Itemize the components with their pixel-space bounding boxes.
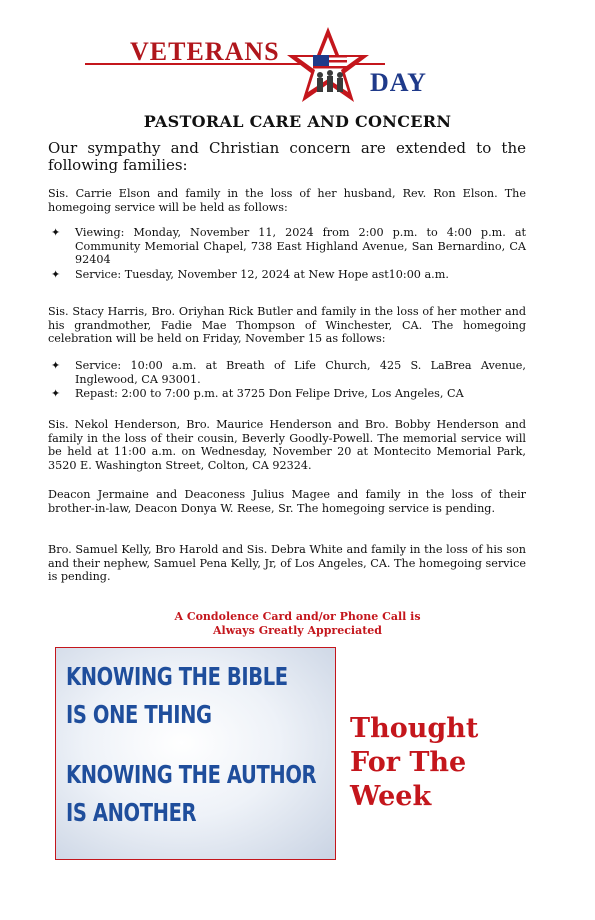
list-item: ✦ Service: 10:00 a.m. at Breath of Life Church, 425 S. LaBrea Avenue, Inglewood, CA 93001. — [51, 359, 526, 386]
family-notice-henderson: Sis. Nekol Henderson, Bro. Maurice Henderson and Bro. Bobby Henderson and family in the loss of their cousin, Beverly Goodly-Powell. The memorial service will be held at 11:00 a.m. on Wednesday, November 20 at Montecito Memorial Park, 3520 E. Washington Street, Colton, CA 92324. — [48, 418, 526, 472]
list-item: ✦ Viewing: Monday, November 11, 2024 from 2:00 p.m. to 4:00 p.m. at Community Memorial Chapel, 738 East Highland Avenue, San Bernardino, CA 92404 — [51, 226, 526, 266]
family-notice-kelly: Bro. Samuel Kelly, Bro Harold and Sis. Debra White and family in the loss of his son and their nephew, Samuel Pena Kelly, Jr, of Los Angeles, CA. The homegoing service is pending. — [48, 543, 526, 583]
logo-word-veterans: VETERANS — [130, 37, 280, 66]
banner-line: IS ANOTHER — [66, 798, 197, 827]
page-title: PASTORAL CARE AND CONCERN — [143, 112, 452, 131]
bullet-list-elson — [48, 226, 526, 282]
banner-line: KNOWING THE AUTHOR — [66, 760, 317, 789]
intro-text: Our sympathy and Christian concern are extended to the following families: — [48, 139, 526, 174]
bullet-star-icon: ✦ — [51, 387, 61, 400]
banner-line: IS ONE THING — [66, 700, 212, 729]
bullet-list-harris — [48, 359, 526, 402]
family-notice-magee: Deacon Jermaine and Deaconess Julius Magee and family in the loss of their brother-in-law, Deacon Donya W. Reese, Sr. The homegoing service is pending. — [48, 488, 526, 515]
veterans-day-logo — [85, 25, 445, 105]
bullet-star-icon: ✦ — [51, 359, 61, 372]
banner-line: KNOWING THE BIBLE — [66, 662, 288, 691]
bible-quote-banner — [55, 647, 336, 860]
family-notice-harris: Sis. Stacy Harris, Bro. Oriyhan Rick Butler and family in the loss of her mother and his grandmother, Fadie Mae Thompson of Winchester, CA. The homegoing celebration will be held on Friday, November 15 as follows: — [48, 305, 526, 345]
family-notice-elson: Sis. Carrie Elson and family in the loss of her husband, Rev. Ron Elson. The homegoing service will be held as follows: — [48, 187, 526, 214]
list-item: ✦ Repast: 2:00 to 7:00 p.m. at 3725 Don Felipe Drive, Los Angeles, CA — [51, 387, 464, 400]
thought-for-the-week-title: Thought For The Week — [350, 713, 479, 812]
list-item: ✦ Service: Tuesday, November 12, 2024 at New Hope ast10:00 a.m. — [51, 267, 449, 281]
condolence-note: A Condolence Card and/or Phone Call is Always Greatly Appreciated — [174, 610, 421, 637]
bullet-star-icon: ✦ — [51, 267, 61, 281]
star-flag-soldiers-icon — [283, 25, 373, 105]
bullet-star-icon: ✦ — [51, 226, 61, 239]
logo-word-day: DAY — [370, 68, 427, 97]
